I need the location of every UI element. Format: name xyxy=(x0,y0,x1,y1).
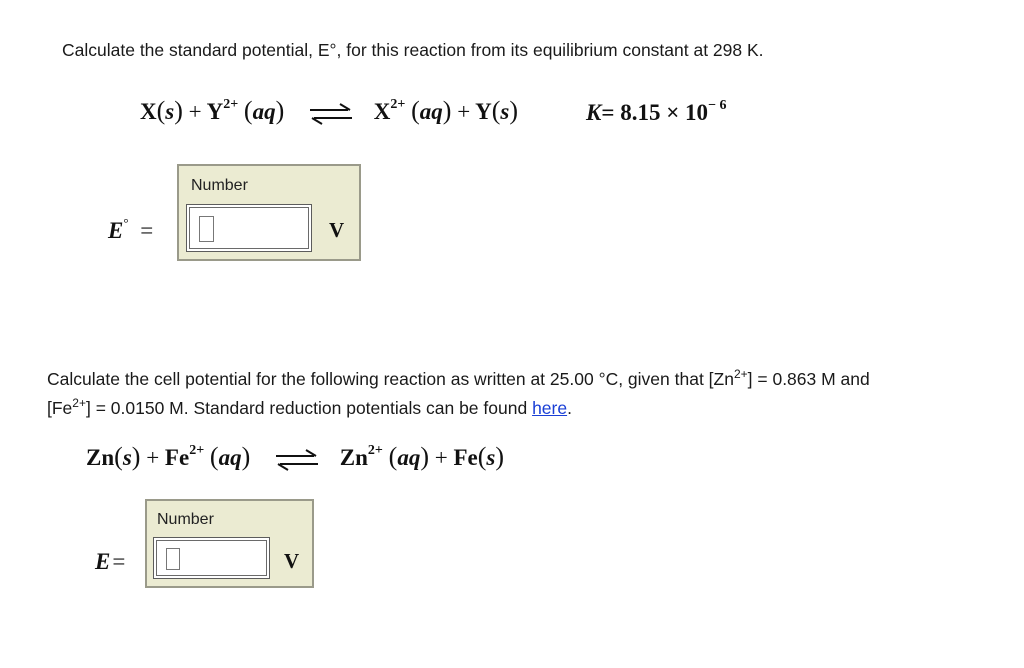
answer-2-unit: V xyxy=(284,549,300,573)
answer-1-label xyxy=(108,215,154,244)
question-1-prompt: Calculate the standard potential, E°, for this reaction from its equilibrium constant at 298 K. xyxy=(62,40,764,60)
degree-sign: ° xyxy=(123,215,129,230)
product-1: Zn xyxy=(339,445,368,470)
k-label: K xyxy=(586,100,602,125)
product-1: X xyxy=(373,99,391,124)
product-1-charge: 2+ xyxy=(367,443,383,458)
question-1-reaction: $X(s) + Y^{2+}$ (aq) $X^{2+}$ (aq) + Y(s) xyxy=(140,96,519,125)
answer-1-box xyxy=(177,164,361,261)
answer-1-unit: V xyxy=(329,218,345,242)
answer-2-label xyxy=(95,549,125,575)
equilibrium-arrow-icon xyxy=(306,101,356,127)
reactant-1: X xyxy=(140,99,157,124)
product-1-charge: 2+ xyxy=(390,97,406,112)
question-2-text-a: Calculate the cell potential for the following reaction as written at 25.00 °C, given that [Zn xyxy=(47,368,734,389)
question-2-text-e: . xyxy=(567,397,572,418)
product-2: Fe xyxy=(453,445,478,470)
product-2-state: s xyxy=(486,445,496,470)
reactant-2: Fe xyxy=(164,445,190,470)
answer-2-symbol: E xyxy=(95,549,111,574)
question-2-prompt xyxy=(47,362,987,420)
reactant-1-state: s xyxy=(165,99,175,124)
answer-2-equals: = xyxy=(112,549,126,574)
answer-1-box-title: Number xyxy=(191,177,248,194)
fe-charge: 2+ xyxy=(72,395,86,410)
answer-1-equals: = xyxy=(140,218,154,243)
answer-2-box xyxy=(145,499,314,588)
question-2-text-d: ] = 0.0150 M. Standard reduction potentials can be found xyxy=(85,397,533,418)
question-2-text-c: [Fe xyxy=(47,397,73,418)
answer-2-cursor-icon xyxy=(166,548,180,570)
reactant-2-charge: 2+ xyxy=(223,97,239,112)
question-2-text-b: ] = 0.863 M and xyxy=(747,368,870,389)
answer-2-box-title: Number xyxy=(157,511,214,528)
answer-1-symbol: E xyxy=(108,218,124,243)
zn-charge: 2+ xyxy=(733,367,748,381)
reactant-2-state: aq xyxy=(218,445,242,470)
equilibrium-constant xyxy=(586,100,727,126)
reactant-2: Y xyxy=(206,99,224,124)
k-exponent: − 6 xyxy=(708,98,727,113)
product-2-state: s xyxy=(500,99,510,124)
answer-1-cursor-icon xyxy=(199,216,214,242)
reduction-potentials-link[interactable]: here xyxy=(532,397,568,418)
product-1-state: aq xyxy=(397,445,421,470)
reactant-1: Zn xyxy=(86,445,115,470)
product-1-state: aq xyxy=(419,99,443,124)
product-2: Y xyxy=(475,99,492,124)
reactant-1-state: s xyxy=(122,445,132,470)
equilibrium-arrow-icon xyxy=(272,447,322,473)
reactant-2-charge: 2+ xyxy=(189,443,205,458)
question-2-reaction: $Zn(s) + Fe^{2+}$ (aq) $Zn^{2+}$ (aq) + Fe(s) xyxy=(86,442,505,471)
k-value: = 8.15 × 10 xyxy=(601,100,709,125)
reactant-2-state: aq xyxy=(252,99,276,124)
